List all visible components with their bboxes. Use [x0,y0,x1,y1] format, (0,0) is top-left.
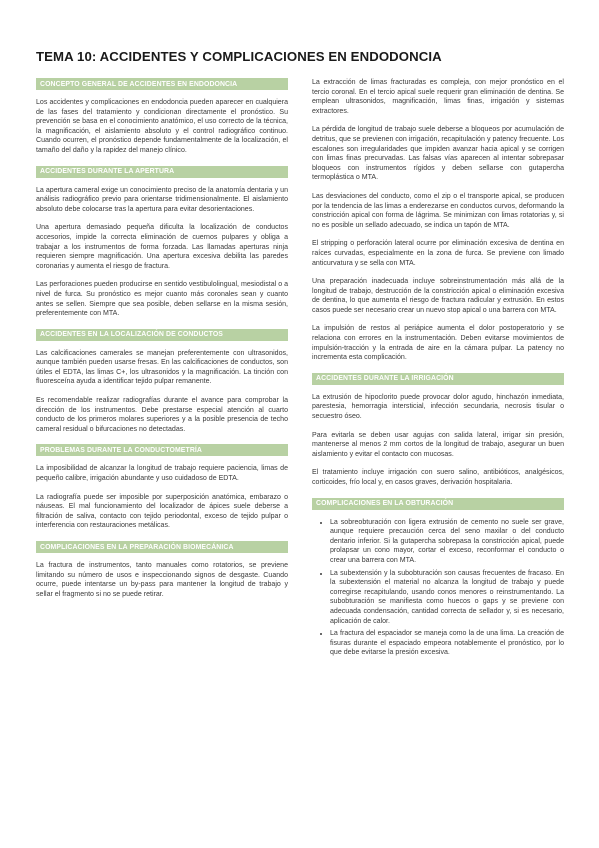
section-continuation [312,78,564,363]
paragraph: La radiografía puede ser imposible por superposición anatómica, embarazo o náuseas. El mal funcionamiento del localizador de ápices suele deberse a filtración de saliva, contacto con tejido periodontal, exceso de tejido pulpar o interferencia con restauraciones metálicas. [36,493,288,530]
section-heading: ACCIDENTES DURANTE LA APERTURA [36,166,288,178]
section-irrigation [312,373,564,488]
paragraph: La fractura de instrumentos, tanto manuales como rotatorios, se previene limitando su número de usos e inspeccionando signos de desgaste. Cuando ocurre, puede intentarse un by-pass para mantener la longitud de trabajo y sellar el fragmento si no se puede retirar. [36,562,288,598]
bullet-list [312,518,564,658]
paragraph: El stripping o perforación lateral ocurre por eliminación excesiva de dentina en raíces curvadas, especialmente en la zona de furca. Se previene con limado anticurvatura y se sella con MTA. [312,240,564,267]
paragraph: Una apertura demasiado pequeña dificulta la localización de conductos accesorios, impide la correcta eliminación de cuernos pulpares y obliga a trabajar a los instrumentos de forma forzada. Las llamadas aperturas ninja requieren siempre magnificación. Una apertura excesiva debilita las paredes coronarias y aumenta el riesgo de fractura. [36,224,288,270]
paragraph: Las desviaciones del conducto, como el zip o el transporte apical, se producen por la tendencia de las limas a enderezarse en conductos curvos, deformando la constricción apical con forma de lágrima. Se minimizan con limas rotatorias y, si no es posible un sellado adecuado, se indica un tapón de MTA. [312,192,564,229]
section-obturation [312,498,564,658]
paragraph: La pérdida de longitud de trabajo suele deberse a bloqueos por acumulación de detritus, que se previenen con irrigación, recapitulación y patency frecuente. Los escalones son irregularidades que impiden avanzar hacia apical y se corrigen con limas finas precurvadas. Las falsas vías aparecen al intentar sobrepasar bloqueos con instrumentos rígidos y deben sellarse con gutapercha termoplástica o MTA. [312,126,564,182]
list-item: • La fractura del espaciador se maneja como la de una lima. La creación de fisuras durante el espaciado empeora notablemente el pronóstico, por lo que debe evitarse la presión excesiva. [330,629,564,658]
page-title: TEMA 10: ACCIDENTES Y COMPLICACIONES EN ENDODONCIA [36,49,442,64]
paragraph: Los accidentes y complicaciones en endodoncia pueden aparecer en cualquiera de las fases del tratamiento y condicionan directamente el pronóstico. Su prevención se basa en el conocimiento anatómico, el uso correcto de la técnica, la magnificación, el aislamiento absoluto y el control radiográfico continuo. Cuando ocurren, el pronóstico depende fundamentalmente de la localización, el tamaño del daño y la rapidez del manejo clínico. [36,99,288,154]
section-heading: PROBLEMAS DURANTE LA CONDUCTOMETRÍA [36,444,288,456]
paragraph: Es recomendable realizar radiografías durante el avance para comprobar la dirección de los instrumentos. Debe prestarse especial atención al cuarto conducto de los primeros molares superiores y a la posible presencia de techo cameral residual o bifurcaciones no detectadas. [36,397,288,433]
section-heading: ACCIDENTES DURANTE LA IRRIGACIÓN [312,373,564,385]
paragraph: La extracción de limas fracturadas es compleja, con mejor pronóstico en el tercio coronal. En el tercio apical suele requerir gran eliminación de dentina. Se emplean ultrasonidos, magnificación, limas finas, irrigación y sistemas extractores. [312,79,564,115]
left-column [36,78,288,609]
paragraph: La imposibilidad de alcanzar la longitud de trabajo requiere paciencia, limas de pequeño calibre, irrigación abundante y uso cuidadoso de EDTA. [36,465,288,483]
section-general-concept [36,78,288,156]
section-opening-accidents [36,166,288,319]
list-item: • La sobreobturación con ligera extrusión de cemento no suele ser grave, aunque requiere precaución cerca del seno maxilar o del conducto dentario inferior. Si la gutapercha sobrepasa la constricción apical, puede prolapsar un cono mayor, cortar el exceso, reconformar el conducto o crear una barrera con MTA. [330,518,564,566]
section-heading: CONCEPTO GENERAL DE ACCIDENTES EN ENDODONCIA [36,78,288,90]
section-biomechanical-prep [36,541,288,599]
section-heading: ACCIDENTES EN LA LOCALIZACIÓN DE CONDUCTOS [36,329,288,341]
section-canal-location [36,329,288,435]
paragraph: Las calcificaciones camerales se manejan preferentemente con ultrasonidos, aunque también pueden usarse fresas. En las calcificaciones de conductos, son útiles el EDTA, las limas C+, los ultrasonidos y la magnificación. La tinción con fluoresceína ayuda a identificar tejido pulpar remanente. [36,349,288,386]
paragraph: Una preparación inadecuada incluye sobreinstrumentación más allá de la longitud de trabajo, destrucción de la constricción apical o eliminación excesiva de dentina, lo que aumenta el riesgo de fractura radicular y extrusión. En estos casos puede ser necesario crear un nuevo stop apical o una barrera con MTA. [312,278,564,314]
paragraph: La apertura cameral exige un conocimiento preciso de la anatomía dentaria y un análisis radiográfico previo para orientarse tridimensionalmente. El aislamiento absoluto debe colocarse tras la apertura para evitar desorientaciones. [36,186,288,213]
paragraph: La impulsión de restos al periápice aumenta el dolor postoperatorio y se relaciona con errores en la instrumentación. Deben evitarse movimientos de impulsión-tracción y la entrada de aire en la cámara pulpar. La patency no incrementa esta complicación. [312,325,564,362]
paragraph: La extrusión de hipoclorito puede provocar dolor agudo, hinchazón inmediata, parestesia, hemorragia intersticial, infección secundaria, necrosis tisular o secuestro óseo. [312,393,564,421]
list-item: • La subextensión y la subobturación son causas frecuentes de fracaso. En la subextensión el material no alcanza la longitud de trabajo y puede corregirse recapitulando, usando conos menores o reinstrumentando. La subobturación se manifiesta como huecos o gaps y se previene con adecuada condensación, cantidad correcta de sellador y, si es necesario, aplicación de calor. [330,569,564,627]
section-conductometry [36,444,288,531]
right-column [312,78,564,668]
paragraph: Las perforaciones pueden producirse en sentido vestibulolingual, mesiodistal o a nivel de furca. Su pronóstico es mejor cuanto más coronales sean y cuanto antes se sellen. Siempre que sea posible, deben sellarse en la misma sesión, preferentemente con MTA. [36,281,288,318]
paragraph: El tratamiento incluye irrigación con suero salino, antibióticos, analgésicos, corticoides, frío local y, en casos graves, derivación hospitalaria. [312,469,564,486]
paragraph: Para evitarla se deben usar agujas con salida lateral, irrigar sin presión, mantenerse al menos 2 mm cortos de la longitud de trabajo, asegurar un buen aislamiento y evitar el contacto con mucosas. [312,431,564,458]
section-heading: COMPLICACIONES EN LA PREPARACIÓN BIOMECÁNICA [36,541,288,553]
section-heading: COMPLICACIONES EN LA OBTURACIÓN [312,498,564,510]
